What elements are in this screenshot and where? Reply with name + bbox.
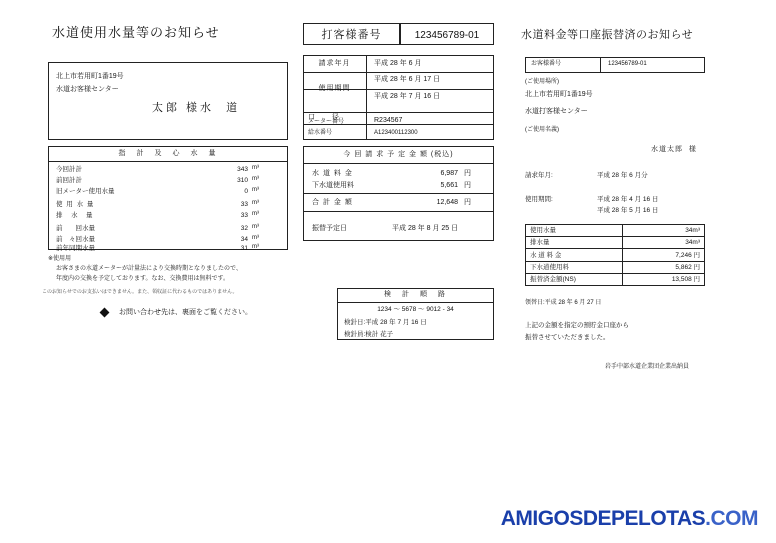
right-billing-month-label: 請求年月:: [525, 172, 553, 179]
billing-label-4: 口 径: [308, 114, 340, 121]
meter-row-value-6: 34: [240, 236, 248, 243]
billing-value-0: 平成 28 年 6 月: [374, 60, 422, 67]
right-customer-no-value: 123456789-01: [608, 61, 647, 67]
meter-row-value-1: 310: [237, 177, 248, 184]
inspector-title: 検 計 順 路: [384, 291, 447, 298]
amount-divider-3: [303, 211, 494, 212]
page-title-left: 水道使用水量等のお知らせ: [52, 25, 220, 40]
right-table-row-divider-2: [525, 248, 705, 249]
notice-contact: お問い合わせ先は、裏面をご覧ください。: [119, 309, 252, 316]
inspector-person: 検針員:検計 花子: [344, 331, 394, 338]
amount-value-1: 5,661: [440, 182, 458, 189]
amount-label-0: 水 道 料 金: [312, 170, 353, 177]
customer-name: 太郎 様水 道: [152, 102, 241, 114]
meter-row-label-0: 今回計計: [56, 166, 82, 173]
customer-no-value: 123456789-01: [414, 30, 480, 41]
inspector-title-divider: [337, 302, 494, 303]
right-use-place-2: 水道打客様センター: [525, 108, 588, 115]
billing-label-5: メーター番号: [308, 119, 345, 125]
meter-row-value-0: 343: [237, 166, 248, 173]
right-table-label-3: 下水道使用料: [530, 264, 569, 271]
right-table-value-4: 13,508 円: [671, 276, 700, 283]
meter-row-label-3: 使 用 水 量: [56, 201, 95, 208]
billing-value-6: A123400112300: [374, 130, 418, 136]
meter-row-label-6: 前 々回水量: [56, 236, 95, 243]
meter-row-label-1: 前回計計: [56, 177, 82, 184]
notice-line-2: 年度内の交換を予定しております。なお、交換費用は無料です。: [56, 276, 230, 282]
right-customer-no-label: お客様番号: [531, 61, 562, 67]
right-issue-date: 領替日:平成 28 年 6 月 27 日: [525, 300, 602, 306]
brand-logo: [501, 507, 758, 531]
amount-unit-0: 円: [464, 170, 471, 177]
billing-divider-3: [303, 112, 494, 113]
amount-unit-2: 円: [464, 199, 471, 206]
right-note-1: 上記の金額を指定の預貯金口座から: [525, 322, 629, 329]
meter-table-title: 指 計 及 心 水 量: [118, 150, 218, 157]
right-period-value-1: 平成 28 年 4 月 16 日: [597, 196, 659, 203]
right-use-name-label: (ご使用名義): [525, 127, 559, 133]
right-table-col-divider: [622, 224, 623, 286]
meter-row-unit-4: m³: [252, 211, 259, 217]
right-table-value-0: 34m³: [685, 227, 700, 234]
meter-row-unit-2: m³: [252, 187, 259, 193]
notice-line-1: お客さまの水道メーターが計量法により交換時期となりましたので、: [56, 266, 242, 272]
meter-row-unit-6: m³: [252, 235, 259, 241]
amount-title: 今 回 請 求 予 定 金 額 (税込): [343, 151, 454, 158]
meter-row-label-4: 排 水 量: [56, 212, 94, 219]
right-table-label-2: 水 道 料 金: [530, 252, 562, 259]
right-table-label-4: 振替済金額(NS): [530, 276, 576, 283]
meter-row-unit-5: m³: [252, 224, 259, 230]
right-table-row-divider-4: [525, 273, 705, 274]
right-table-label-0: 使用水量: [530, 227, 556, 234]
amount-unit-1: 円: [464, 182, 471, 189]
right-table-value-3: 5,862 円: [675, 264, 700, 271]
billing-label-0: 請求年月: [318, 60, 351, 67]
notice-footer: このお知らせでのお支払いはできません。また、領収証に代わるものではありません。: [42, 289, 238, 295]
right-table-row-divider-3: [525, 261, 705, 262]
amount-title-divider: [303, 163, 494, 164]
meter-row-unit-1: m³: [252, 176, 259, 182]
amount-label-2: 合 計 金 額: [312, 199, 353, 206]
amount-divider-2: [303, 193, 494, 194]
right-use-place-1: 北上市若用町1番19号: [525, 91, 593, 98]
right-period-label: 使用期間:: [525, 196, 553, 203]
amount-value-2: 12,648: [436, 199, 458, 206]
meter-row-value-3: 33: [240, 201, 248, 208]
meter-row-label-5: 前 回水量: [56, 225, 95, 232]
diamond-bullet-icon: [100, 308, 110, 318]
right-period-value-2: 平成 28 年 5 月 16 日: [597, 207, 659, 214]
meter-row-unit-0: m³: [252, 165, 259, 171]
meter-row-label-7: 前年同期水量: [56, 245, 95, 252]
address-line-1: 北上市若用町1番19号: [56, 73, 124, 80]
billing-label-6: 給水番号: [308, 130, 333, 136]
brand-name: AMIGOSDEPELOTAS: [500, 507, 706, 530]
inspector-route: 1234 ～ 5678 ～ 9012 - 34: [377, 306, 454, 313]
meter-table-title-divider: [48, 161, 288, 162]
inspector-date: 検針日:平成 28 年 7 月 16 日: [344, 319, 427, 326]
right-issuer: 岩手中部水道企業団企業出納員: [605, 364, 690, 370]
meter-row-value-4: 33: [240, 212, 248, 219]
right-billing-month-value: 平成 28 年 6 月分: [597, 172, 648, 179]
billing-value-1: 平成 28 年 6 月 17 日: [374, 76, 441, 83]
brand-tld: .COM: [705, 507, 758, 530]
billing-value-5: R234567: [374, 117, 403, 124]
address-line-2: 水道お客様センター: [56, 86, 119, 93]
notice-head: ※使用用: [48, 256, 72, 262]
meter-row-unit-3: m³: [252, 200, 259, 206]
right-customer-no-divider: [600, 57, 601, 73]
billing-divider-1: [303, 72, 494, 73]
amount-label-3: 振替予定日: [312, 225, 347, 232]
right-use-name: 水道太郎 様: [651, 146, 697, 153]
amount-value-0: 6,987: [440, 170, 458, 177]
meter-row-unit-7: m³: [252, 244, 259, 250]
right-table-row-divider-1: [525, 236, 705, 237]
right-table-label-1: 排水量: [530, 239, 550, 246]
amount-label-1: 下水道使用料: [312, 182, 354, 189]
meter-row-value-2: 0: [244, 188, 248, 195]
billing-col-divider: [366, 55, 367, 140]
billing-value-3: 平成 28 年 7 月 16 日: [374, 93, 441, 100]
right-table-value-1: 34m³: [685, 239, 700, 246]
amount-value-3: 平成 28 年 8 月 25 日: [392, 225, 459, 232]
meter-row-value-5: 32: [240, 225, 248, 232]
right-use-place-label: (ご使用場所): [525, 79, 559, 85]
right-table-value-2: 7,246 円: [675, 252, 700, 259]
customer-no-label: 打客様番号: [321, 29, 382, 41]
meter-row-value-7: 31: [240, 245, 248, 252]
page-title-right: 水道料金等口座振替済のお知らせ: [521, 29, 694, 41]
right-note-2: 振替させていただきました。: [525, 334, 610, 341]
billing-label-2: 使用期間: [318, 85, 351, 92]
meter-row-label-2: 旧メーター使用水量: [56, 188, 115, 195]
